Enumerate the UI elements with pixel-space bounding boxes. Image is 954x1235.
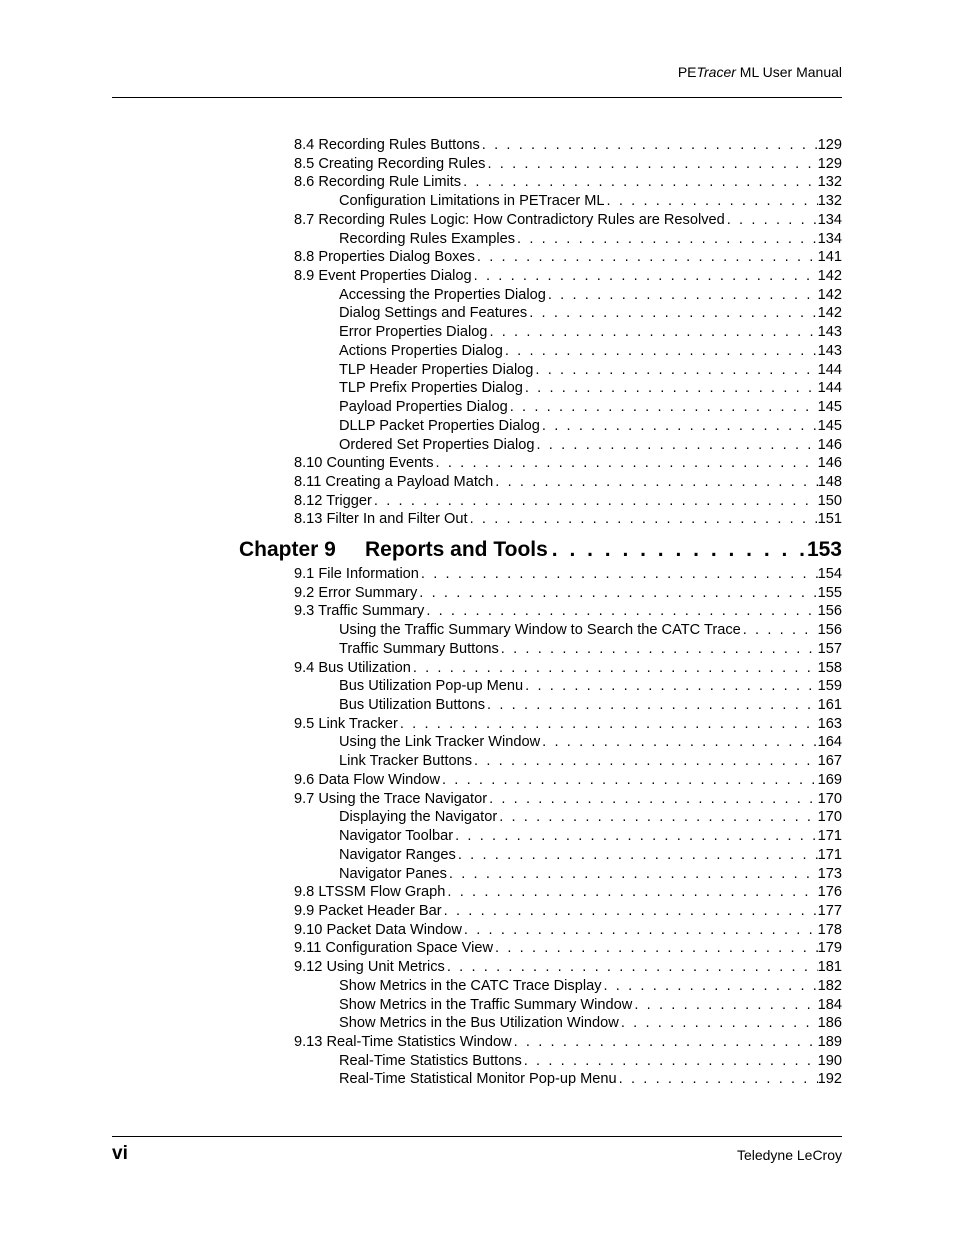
toc-entry[interactable]: [294, 902, 842, 920]
toc-entry-page: 171: [817, 828, 842, 845]
toc-leader-dots: [508, 398, 818, 416]
toc-leader-dots: [456, 846, 818, 864]
header-rule: [112, 97, 842, 98]
toc-entry[interactable]: [339, 977, 842, 995]
toc-leader-dots: [440, 771, 818, 789]
toc-entry[interactable]: [294, 602, 842, 620]
toc-leader-dots: [617, 1070, 818, 1088]
toc-entry-page: 132: [817, 193, 842, 210]
toc-entry-title: 9.13 Real-Time Statistics Window: [294, 1034, 512, 1050]
toc-leader-dots: [417, 584, 817, 602]
toc-leader-dots: [487, 790, 818, 808]
toc-entry-page: 167: [817, 753, 842, 770]
toc-leader-dots: [540, 417, 818, 435]
toc-entry[interactable]: [339, 677, 842, 695]
toc-entry[interactable]: [339, 230, 842, 248]
toc-entry-title: 8.7 Recording Rules Logic: How Contradictory Rules are Resolved: [294, 211, 725, 228]
toc-entry[interactable]: [294, 492, 842, 510]
toc-entry-title: DLLP Packet Properties Dialog: [339, 417, 540, 434]
toc-entry-page: 150: [817, 492, 842, 509]
toc-entry[interactable]: [294, 958, 842, 976]
toc-entry[interactable]: [339, 640, 842, 658]
toc-leader-dots: [419, 565, 818, 583]
toc-entry-title: Configuration Limitations in PETracer ML: [339, 193, 605, 210]
toc-leader-dots: [424, 602, 817, 620]
toc-entry-page: 151: [817, 511, 842, 528]
running-header: [678, 64, 842, 80]
toc-leader-dots: [445, 958, 818, 976]
toc-entry-page: 143: [817, 342, 842, 359]
toc-entry-title: TLP Prefix Properties Dialog: [339, 380, 523, 397]
toc-leader-dots: [447, 865, 818, 883]
toc-entry-title: Bus Utilization Buttons: [339, 697, 486, 714]
toc-leader-dots: [725, 211, 818, 229]
toc-entry[interactable]: [339, 417, 842, 435]
toc-entry[interactable]: [294, 771, 842, 789]
toc-entry-title: Show Metrics in the CATC Trace Display: [339, 977, 602, 994]
toc-entry-title: 8.4 Recording Rules Buttons: [294, 137, 480, 153]
toc-entry-page: 190: [817, 1052, 842, 1069]
toc-entry-page: 182: [817, 977, 842, 994]
toc-entry[interactable]: [339, 323, 842, 341]
toc-entry[interactable]: [339, 865, 842, 883]
header-product: Tracer: [696, 64, 736, 80]
toc-entry[interactable]: [339, 1070, 842, 1088]
toc-entry-page: 159: [817, 678, 842, 695]
toc-entry[interactable]: [294, 939, 842, 957]
toc-leader-dots: [605, 192, 818, 210]
toc-entry-page: 154: [817, 566, 842, 582]
toc-entry[interactable]: [339, 808, 842, 826]
toc-entry-page: 144: [817, 380, 842, 397]
toc-entry-page: 181: [817, 959, 842, 976]
toc-entry[interactable]: [294, 267, 842, 285]
toc-entry-title: 8.11 Creating a Payload Match: [294, 473, 494, 490]
toc-entry[interactable]: [294, 790, 842, 808]
toc-leader-dots: [602, 977, 818, 995]
toc-entry-page: 161: [817, 697, 842, 714]
chapter-heading[interactable]: [239, 536, 842, 564]
toc-leader-dots: [512, 1033, 818, 1051]
toc-entry-page: 178: [817, 921, 842, 938]
toc-entry-page: 164: [817, 734, 842, 751]
toc-entry[interactable]: [339, 621, 842, 639]
toc-entry-page: 184: [817, 996, 842, 1013]
toc-entry-page: 142: [817, 286, 842, 303]
toc-leader-dots: [462, 921, 818, 939]
toc-entry-page: 145: [817, 417, 842, 434]
toc-entry-title: 9.6 Data Flow Window: [294, 771, 440, 788]
toc-entry[interactable]: [294, 921, 842, 939]
toc-entry-title: Bus Utilization Pop-up Menu: [339, 678, 524, 695]
toc-entry-title: Ordered Set Properties Dialog: [339, 436, 535, 453]
toc-leader-dots: [468, 510, 818, 528]
toc-entry-page: 156: [817, 603, 842, 620]
toc-leader-dots: [619, 1014, 818, 1032]
toc-entry[interactable]: [294, 883, 842, 901]
toc-entry[interactable]: [294, 584, 842, 602]
chapter-number: Chapter 9: [239, 538, 336, 561]
toc-entry[interactable]: [294, 211, 842, 229]
toc-leader-dots: [485, 696, 818, 714]
toc-entry-page: 171: [817, 846, 842, 863]
toc-leader-dots: [533, 361, 817, 379]
toc-leader-dots: [372, 492, 818, 510]
toc-entry-title: 9.5 Link Tracker: [294, 715, 398, 732]
toc-leader-dots: [475, 248, 818, 266]
toc-entry[interactable]: [294, 454, 842, 472]
toc-entry-title: Show Metrics in the Traffic Summary Window: [339, 996, 633, 1013]
toc-entry-page: 179: [817, 940, 842, 957]
toc-entry[interactable]: [294, 659, 842, 677]
toc-entry-page: 144: [817, 361, 842, 378]
toc-entry-title: Show Metrics in the Bus Utilization Window: [339, 1015, 619, 1032]
toc-entry[interactable]: [339, 696, 842, 714]
toc-entry-title: 8.10 Counting Events: [294, 455, 434, 472]
toc-entry-page: 173: [817, 865, 842, 882]
toc-leader-dots: [632, 996, 817, 1014]
toc-leader-dots: [461, 173, 818, 191]
toc-leader-dots: [411, 659, 818, 677]
toc-entry[interactable]: [294, 248, 842, 266]
toc-entry-title: Link Tracker Buttons: [339, 753, 473, 770]
toc-entry-title: Accessing the Properties Dialog: [339, 286, 546, 303]
toc-entry[interactable]: [294, 136, 842, 154]
toc-entry-title: Traffic Summary Buttons: [339, 640, 499, 657]
toc-leader-dots: [398, 715, 818, 733]
toc-entry-title: Navigator Ranges: [339, 846, 456, 863]
toc-entry-title: Using the Link Tracker Window: [339, 734, 541, 751]
toc-leader-dots: [515, 230, 818, 248]
toc-entry-page: 146: [817, 455, 842, 472]
toc-entry-page: 148: [817, 473, 842, 490]
header-prefix: PE: [677, 64, 697, 80]
toc-entry-page: 146: [817, 436, 842, 453]
toc-entry-page: 129: [817, 137, 842, 153]
toc-leader-dots: [523, 379, 818, 397]
toc-entry-title: 8.12 Trigger: [294, 492, 372, 509]
toc-leader-dots: [445, 883, 817, 901]
toc-entry-page: 145: [817, 399, 842, 416]
toc-entry-title: Error Properties Dialog: [339, 324, 488, 341]
toc-leader-dots: [527, 304, 817, 322]
toc-leader-dots: [540, 733, 817, 751]
toc-entry[interactable]: [294, 1033, 842, 1051]
toc-leader-dots: [487, 323, 817, 341]
toc-entry[interactable]: [339, 752, 842, 770]
toc-leader-dots: [493, 473, 817, 491]
toc-leader-dots: [434, 454, 818, 472]
toc-entry-title: Navigator Toolbar: [339, 828, 454, 845]
toc-entry-page: 141: [817, 249, 842, 266]
toc-entry-page: 157: [817, 640, 842, 657]
toc-leader-dots: [503, 342, 818, 360]
toc-entry-title: 9.11 Configuration Space View: [294, 940, 494, 957]
toc-entry-title: 9.8 LTSSM Flow Graph: [294, 884, 446, 901]
toc-entry-page: 169: [817, 771, 842, 788]
toc-leader-dots: [523, 677, 818, 695]
toc-entry-title: 9.1 File Information: [294, 566, 419, 582]
chapter-title: Reports and Tools: [365, 538, 548, 561]
toc-entry[interactable]: [339, 1052, 842, 1070]
toc-entry-title: Displaying the Navigator: [339, 809, 498, 826]
toc-entry[interactable]: [339, 996, 842, 1014]
toc-entry-title: Real-Time Statistical Monitor Pop-up Menu: [339, 1071, 617, 1088]
toc-entry[interactable]: [339, 192, 842, 210]
footer-rule: [112, 1136, 842, 1137]
toc-entry-title: 8.9 Event Properties Dialog: [294, 268, 472, 285]
toc-entry-title: Real-Time Statistics Buttons: [339, 1052, 522, 1069]
toc-entry-page: 134: [817, 230, 842, 247]
toc-entry[interactable]: [339, 379, 842, 397]
toc-entry[interactable]: [294, 565, 842, 583]
toc-entry-page: 132: [817, 174, 842, 191]
toc-entry[interactable]: [339, 342, 842, 360]
toc-leader-dots: [546, 286, 818, 304]
toc-entry-title: Using the Traffic Summary Window to Search the CATC Trace: [339, 622, 741, 639]
toc-entry-page: 186: [817, 1015, 842, 1032]
toc-entry-title: Payload Properties Dialog: [339, 399, 508, 416]
header-suffix: ML User Manual: [735, 64, 842, 80]
toc-entry-title: 8.8 Properties Dialog Boxes: [294, 249, 475, 266]
toc-entry-page: 177: [817, 902, 842, 919]
toc-entry-page: 163: [817, 715, 842, 732]
toc-leader-dots: [497, 808, 817, 826]
toc-entry[interactable]: [339, 398, 842, 416]
page-folio: vi: [112, 1143, 128, 1164]
toc-entry-title: 8.13 Filter In and Filter Out: [294, 511, 468, 528]
toc-leader-dots: [480, 136, 818, 154]
toc-entry-title: 9.9 Packet Header Bar: [294, 902, 442, 919]
toc-leader-dots: [741, 621, 818, 639]
toc-leader-dots: [472, 752, 818, 770]
toc-entry[interactable]: [339, 733, 842, 751]
toc-entry-title: 9.12 Using Unit Metrics: [294, 959, 445, 976]
chapter-page-number: 153: [806, 538, 842, 561]
toc-entry[interactable]: [339, 846, 842, 864]
toc-entry[interactable]: [294, 173, 842, 191]
toc-leader-dots: [535, 436, 818, 454]
toc-leader-dots: [499, 640, 818, 658]
toc-entry-title: Navigator Panes: [339, 865, 447, 882]
toc-entry-page: 155: [817, 584, 842, 601]
toc-entry-title: 8.6 Recording Rule Limits: [294, 174, 462, 191]
toc-entry-page: 170: [817, 809, 842, 826]
toc-entry-title: 9.7 Using the Trace Navigator: [294, 790, 488, 807]
toc-entry-title: 9.10 Packet Data Window: [294, 921, 462, 938]
toc-entry[interactable]: [339, 827, 842, 845]
toc-entry-page: 156: [817, 622, 842, 639]
footer-publisher: Teledyne LeCroy: [736, 1147, 842, 1163]
toc-entry-page: 192: [817, 1071, 842, 1088]
toc-entry-page: 142: [817, 268, 842, 285]
toc-leader-dots: [522, 1052, 818, 1070]
toc-entry[interactable]: [294, 510, 842, 528]
toc-entry-page: 129: [817, 155, 842, 172]
toc-entry-page: 134: [817, 211, 842, 228]
toc-entry-title: 8.5 Creating Recording Rules: [294, 155, 486, 172]
toc-entry-page: 189: [817, 1034, 842, 1050]
toc-entry[interactable]: [339, 361, 842, 379]
toc-entry-title: TLP Header Properties Dialog: [339, 361, 534, 378]
toc-entry[interactable]: [294, 473, 842, 491]
toc-entry-page: 176: [817, 884, 842, 901]
toc-entry[interactable]: [339, 304, 842, 322]
toc-entry-title: Dialog Settings and Features: [339, 305, 528, 322]
toc-entry-page: 142: [817, 305, 842, 322]
toc-entry-title: Recording Rules Examples: [339, 230, 516, 247]
toc-entry[interactable]: [294, 155, 842, 173]
toc-leader-dots: [493, 939, 818, 957]
toc-entry-title: 9.3 Traffic Summary: [294, 603, 425, 620]
chapter-leader-dots: [548, 536, 807, 564]
toc-entry-title: 9.4 Bus Utilization: [294, 659, 411, 676]
toc-leader-dots: [442, 902, 818, 920]
toc-entry-page: 158: [817, 659, 842, 676]
toc-leader-dots: [485, 155, 817, 173]
toc-leader-dots: [472, 267, 818, 285]
toc-entry-title: 9.2 Error Summary: [294, 584, 418, 601]
toc-entry-title: Actions Properties Dialog: [339, 342, 503, 359]
toc-leader-dots: [453, 827, 818, 845]
toc-entry[interactable]: [339, 286, 842, 304]
toc-entry[interactable]: [339, 436, 842, 454]
toc-entry[interactable]: [339, 1014, 842, 1032]
toc-entry-page: 170: [817, 790, 842, 807]
toc-entry[interactable]: [294, 715, 842, 733]
toc-entry-page: 143: [817, 324, 842, 341]
